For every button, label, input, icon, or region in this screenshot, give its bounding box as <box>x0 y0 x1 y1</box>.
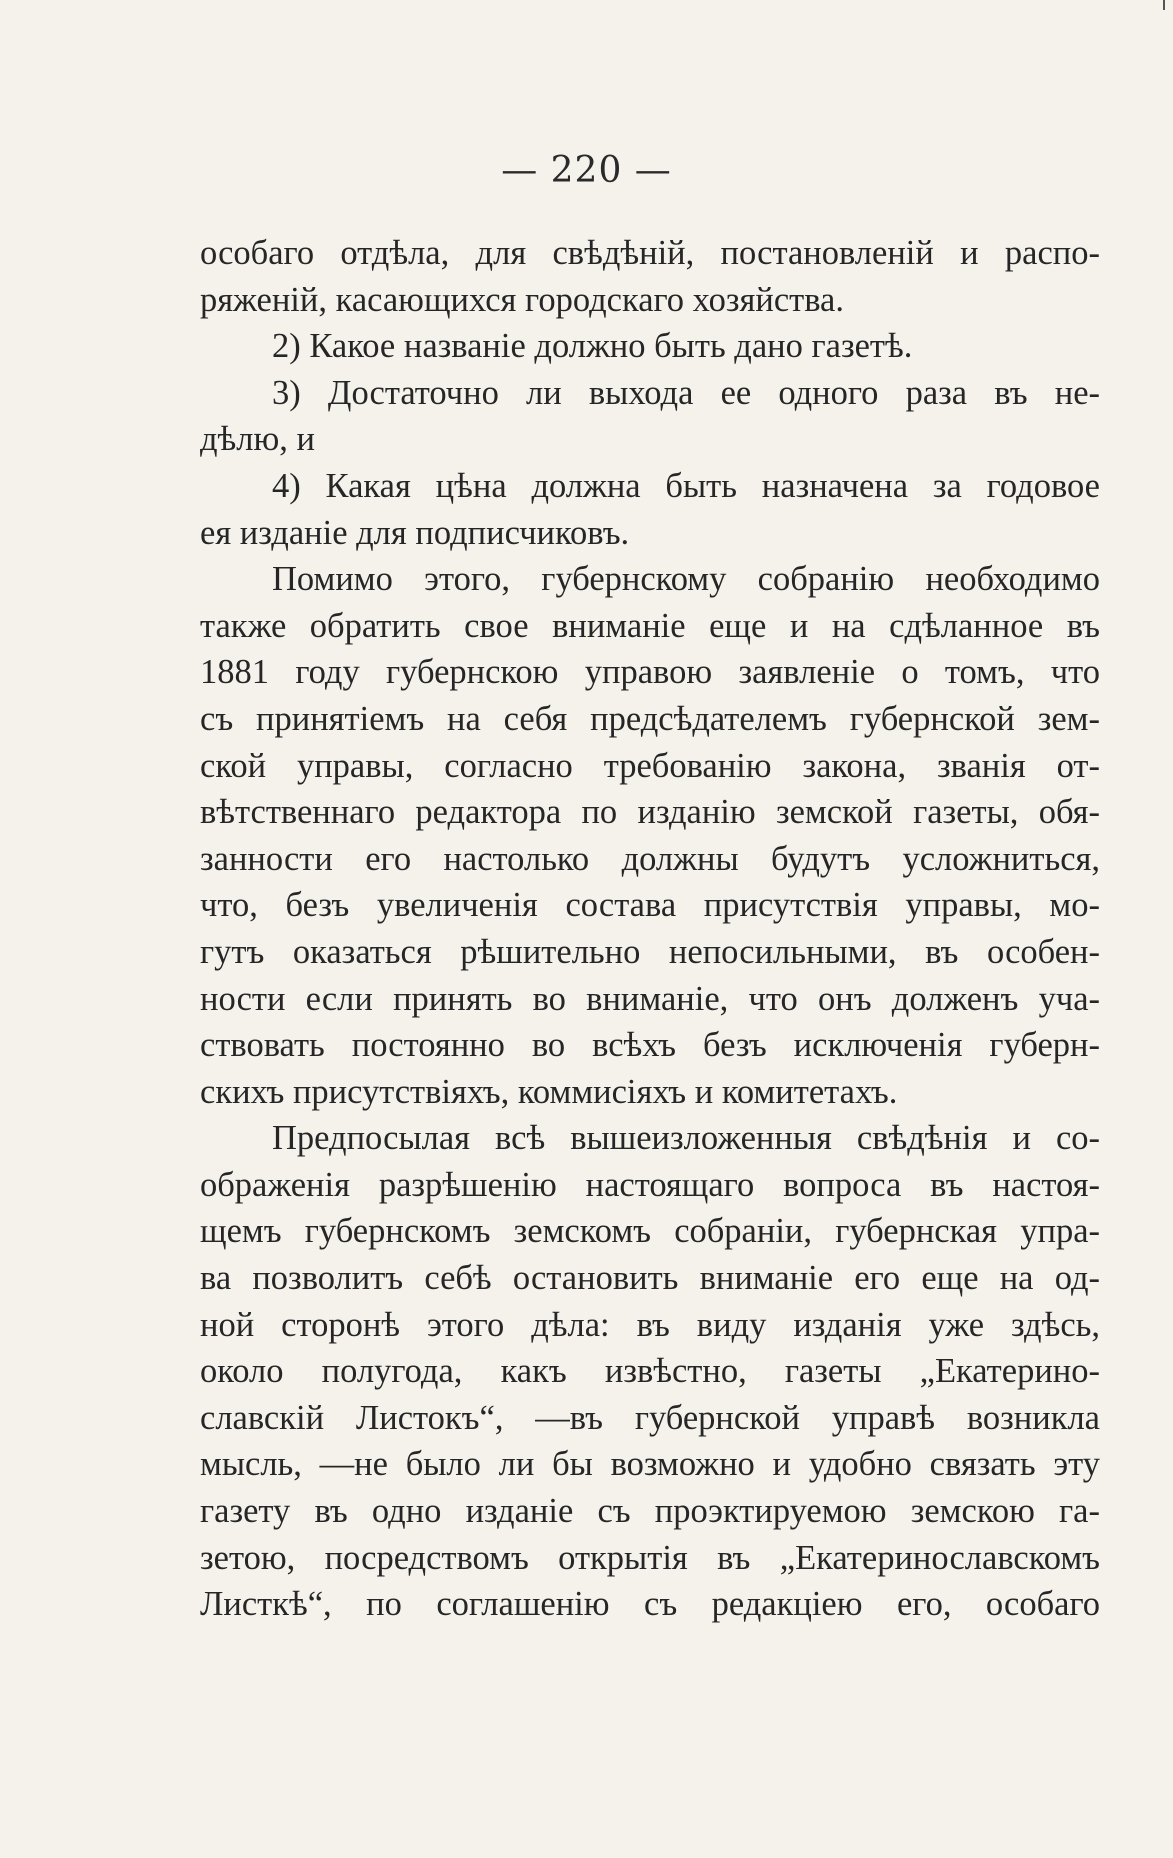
text-line: особаго отдѣла, для свѣдѣній, постановленій и распо- <box>200 234 1100 272</box>
text-line: славскій Листокъ“, —въ губернской управѣ возникла <box>200 1398 1100 1437</box>
text-line: газету въ одно изданіе съ проэктируемою земскою га- <box>200 1492 1100 1531</box>
text-line: скихъ присутствіяхъ, коммисіяхъ и комитетахъ. <box>200 1072 898 1111</box>
text-line: ряженій, касающихся городскаго хозяйства. <box>200 280 844 319</box>
text-line: 3) Достаточно ли выхода ее одного раза въ не- <box>272 373 1100 412</box>
text-line: 4) Какая цѣна должна быть назначена за годовое <box>272 466 1100 505</box>
text-line: ея изданіе для подписчиковъ. <box>200 513 630 552</box>
text-line: около полугода, какъ извѣстно, газеты „Екатерино- <box>200 1352 1100 1391</box>
text-line: гутъ оказаться рѣшительно непосильными, въ особен- <box>200 932 1100 971</box>
text-line: ской управы, согласно требованію закона, званія от- <box>200 746 1100 785</box>
text-line: Листкѣ“, по соглашенію съ редакціею его, особаго <box>200 1585 1100 1624</box>
text-line: ображенія разрѣшенію настоящаго вопроса въ настоя- <box>200 1165 1100 1204</box>
text-line: вѣтственнаго редактора по изданію земской газеты, обя- <box>200 793 1100 832</box>
page-edge-mark <box>1163 0 1165 10</box>
text-line: также обратить свое вниманіе еще и на сдѣланное въ <box>200 606 1100 645</box>
page-number: — 220 — <box>501 150 672 191</box>
text-line: занности его настолько должны будутъ усложниться, <box>200 839 1100 878</box>
text-line: Помимо этого, губернскому собранію необходимо <box>272 560 1100 599</box>
text-line: Предпосылая всѣ вышеизложенныя свѣдѣнія и со- <box>272 1119 1100 1158</box>
text-line: съ принятіемъ на себя предсѣдателемъ губернской зем- <box>200 699 1100 738</box>
text-line: дѣлю, и <box>200 420 315 459</box>
text-line: ва позволитъ себѣ остановить вниманіе его еще на од- <box>200 1259 1100 1298</box>
text-line: ной сторонѣ этого дѣла: въ виду изданія уже здѣсь, <box>200 1305 1100 1344</box>
text-line: ствовать постоянно во всѣхъ безъ исключенія губерн- <box>200 1026 1100 1065</box>
text-line: ности если принять во вниманіе, что онъ долженъ уча- <box>200 979 1100 1018</box>
text-line: щемъ губернскомъ земскомъ собраніи, губернская упра- <box>200 1212 1100 1251</box>
text-line: зетою, посредствомъ открытія въ „Екатеринославскомъ <box>200 1538 1100 1577</box>
text-line: мысль, —не было ли бы возможно и удобно связать эту <box>200 1445 1100 1484</box>
text-line: 1881 году губернскою управою заявленіе о томъ, что <box>200 653 1100 692</box>
body-text <box>200 230 1100 1628</box>
text-line: что, безъ увеличенія состава присутствія управы, мо- <box>200 886 1100 925</box>
text-line: 2) Какое названіе должно быть дано газетѣ. <box>272 327 913 366</box>
